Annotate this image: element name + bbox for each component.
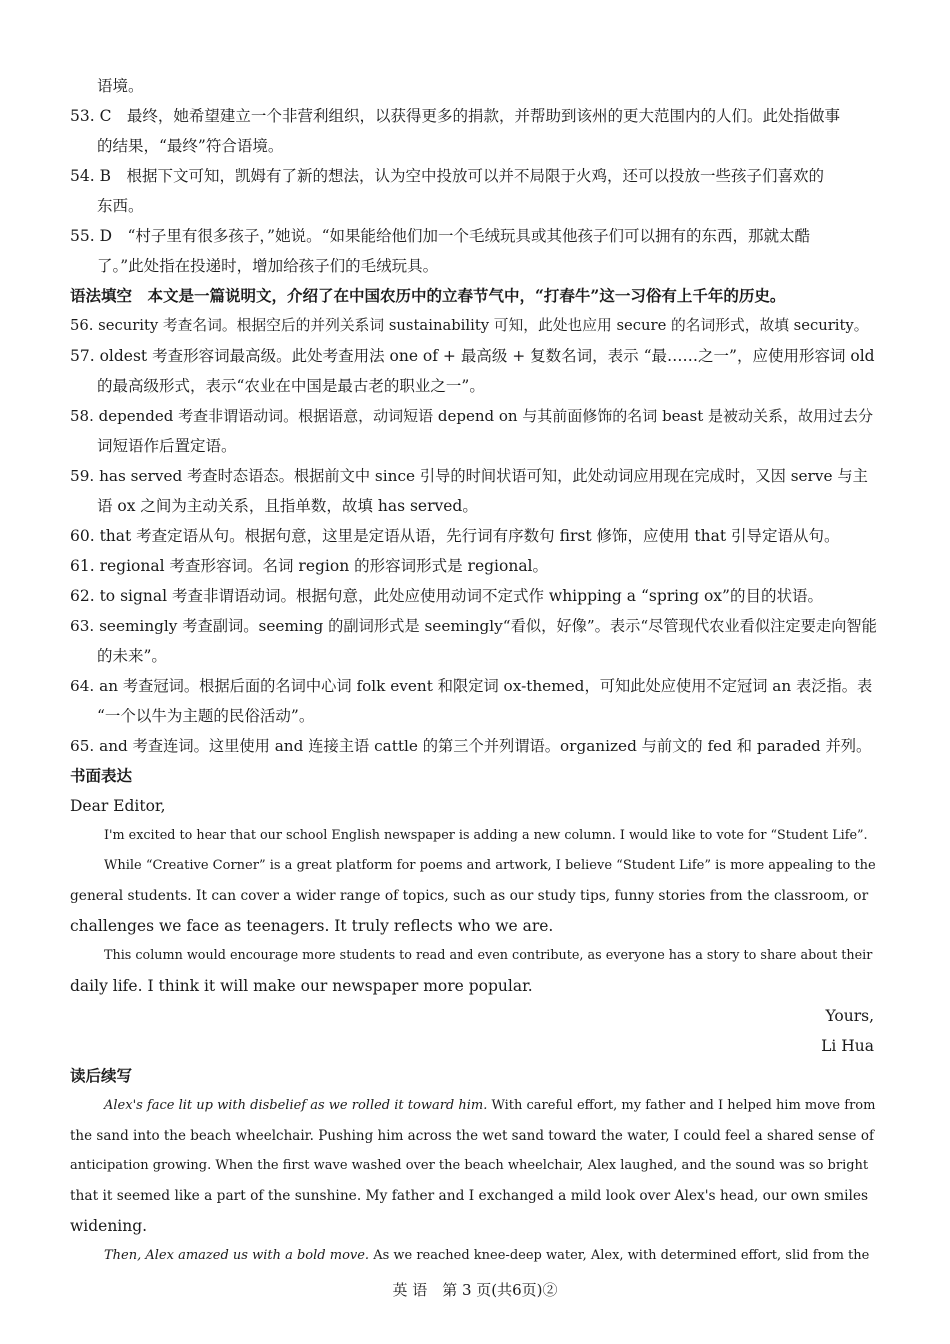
story-given-sentence: Alex's face lit up with disbelief as we rolled it toward him. [104,1098,488,1113]
story-paragraph-line [104,1245,869,1267]
letter-paragraph-line: challenges we face as teenagers. It truly reflects who we are. [70,917,554,935]
letter-paragraph-line: general students. It can cover a wider range of topics, such as our study tips, funny stories from the classroom, or [70,888,869,904]
text-line: 语 ox 之间为主动关系，且指单数，故填 has served。 [97,497,478,515]
answer-item-60: 60. that 考查定语从句。根据句意，这里是定语从语，先行词有序数句 first 修饰，应使用 that 引导定语从句。 [70,527,840,545]
letter-signature: Li Hua [821,1037,874,1055]
answer-item-57: 57. oldest 考查形容词最高级。此处考查用法 one of + 最高级 + 复数名词，表示 “最……之一”，应使用形容词 old [70,347,875,365]
page-footer: 英 语 第 3 页(共6页)② [392,1281,558,1299]
answer-item-63: 63. seemingly 考查副词。seeming 的副词形式是 seemingly“看似，好像”。表示“尽管现代农业看似注定要走向智能 [70,617,877,635]
section-heading-continuation: 读后续写 [70,1066,133,1085]
answer-item-56: 56. security 考查名词。根据空后的并列关系词 sustainability 可知，此处也应用 secure 的名词形式，故填 security。 [70,317,869,334]
text-line: 了。”此处指在投递时，增加给孩子们的毛绒玩具。 [97,257,439,275]
answer-item-55: 55. D “村子里有很多孩子，”她说。“如果能给他们加一个毛绒玩具或其他孩子们可以拥有的东西，那就太酷 [70,227,811,245]
story-given-sentence: Then, Alex amazed us with a bold move. [104,1248,370,1263]
story-text: With careful effort, my father and I helped him move from [487,1098,876,1113]
answer-item-59: 59. has served 考查时态语态。根据前文中 since 引导的时间状语可知，此处动词应用现在完成时，又因 serve 与主 [70,467,868,485]
story-paragraph-line: that it seemed like a part of the sunshine. My father and I exchanged a mild look over Alex's head, our own smiles [70,1188,869,1204]
story-paragraph-line: widening. [70,1217,148,1235]
text-line: 的未来”。 [97,647,167,665]
text-line: “一个以牛为主题的民俗活动”。 [97,707,315,725]
story-paragraph-line: anticipation growing. When the first wave washed over the beach wheelchair, Alex laughed, and the sound was so bright [70,1158,869,1173]
letter-closing: Yours, [825,1007,874,1025]
answer-item-53: 53. C 最终，她希望建立一个非营利组织，以获得更多的捐款，并帮助到该州的更大范围内的人们。此处指做事 [70,107,840,125]
text-line: 东西。 [97,197,144,215]
answer-item-65: 65. and 考查连词。这里使用 and 连接主语 cattle 的第三个并列谓语。organized 与前文的 fed 和 paraded 并列。 [70,737,872,755]
letter-paragraph-line: I'm excited to hear that our school English newspaper is adding a new column. I would like to vote for “Student Life”. [104,828,868,843]
story-paragraph-line [104,1095,875,1117]
text-line: 的最高级形式，表示“农业在中国是最古老的职业之一”。 [97,377,485,395]
section-heading-grammar: 语法填空 本文是一篇说明文，介绍了在中国农历中的立春节气中，“打春牛”这一习俗有上千年的历史。 [70,286,786,305]
answer-item-58: 58. depended 考查非谓语动词。根据语意，动词短语 depend on 与其前面修饰的名词 beast 是被动关系，故用过去分 [70,407,873,425]
letter-salutation: Dear Editor, [70,797,166,815]
answer-item-54: 54. B 根据下文可知，凯姆有了新的想法，认为空中投放可以并不局限于火鸡，还可以投放一些孩子们喜欢的 [70,167,824,185]
text-line: 词短语作后置定语。 [97,437,237,455]
letter-paragraph-line: This column would encourage more students to read and even contribute, as everyone has a story to share about their [104,948,873,963]
story-paragraph-line: the sand into the beach wheelchair. Pushing him across the wet sand toward the water, I could feel a shared sense of [70,1128,874,1144]
story-text: As we reached knee-deep water, Alex, with determined effort, slid from the [369,1248,870,1263]
letter-paragraph-line: While “Creative Corner” is a great platform for poems and artwork, I believe “Student Life” is more appealing to the [104,858,876,873]
answer-item-61: 61. regional 考查形容词。名词 region 的形容词形式是 regional。 [70,557,549,575]
answer-item-64: 64. an 考查冠词。根据后面的名词中心词 folk event 和限定词 ox-themed，可知此处应使用不定冠词 an 表泛指。表 [70,677,873,695]
letter-paragraph-line: daily life. I think it will make our newspaper more popular. [70,977,533,995]
text-line: 的结果，“最终”符合语境。 [97,137,284,155]
section-heading-writing: 书面表达 [70,766,133,785]
answer-item-62: 62. to signal 考查非谓语动词。根据句意，此处应使用动词不定式作 whipping a “spring ox”的目的状语。 [70,587,823,605]
text-line: 语境。 [97,77,144,95]
